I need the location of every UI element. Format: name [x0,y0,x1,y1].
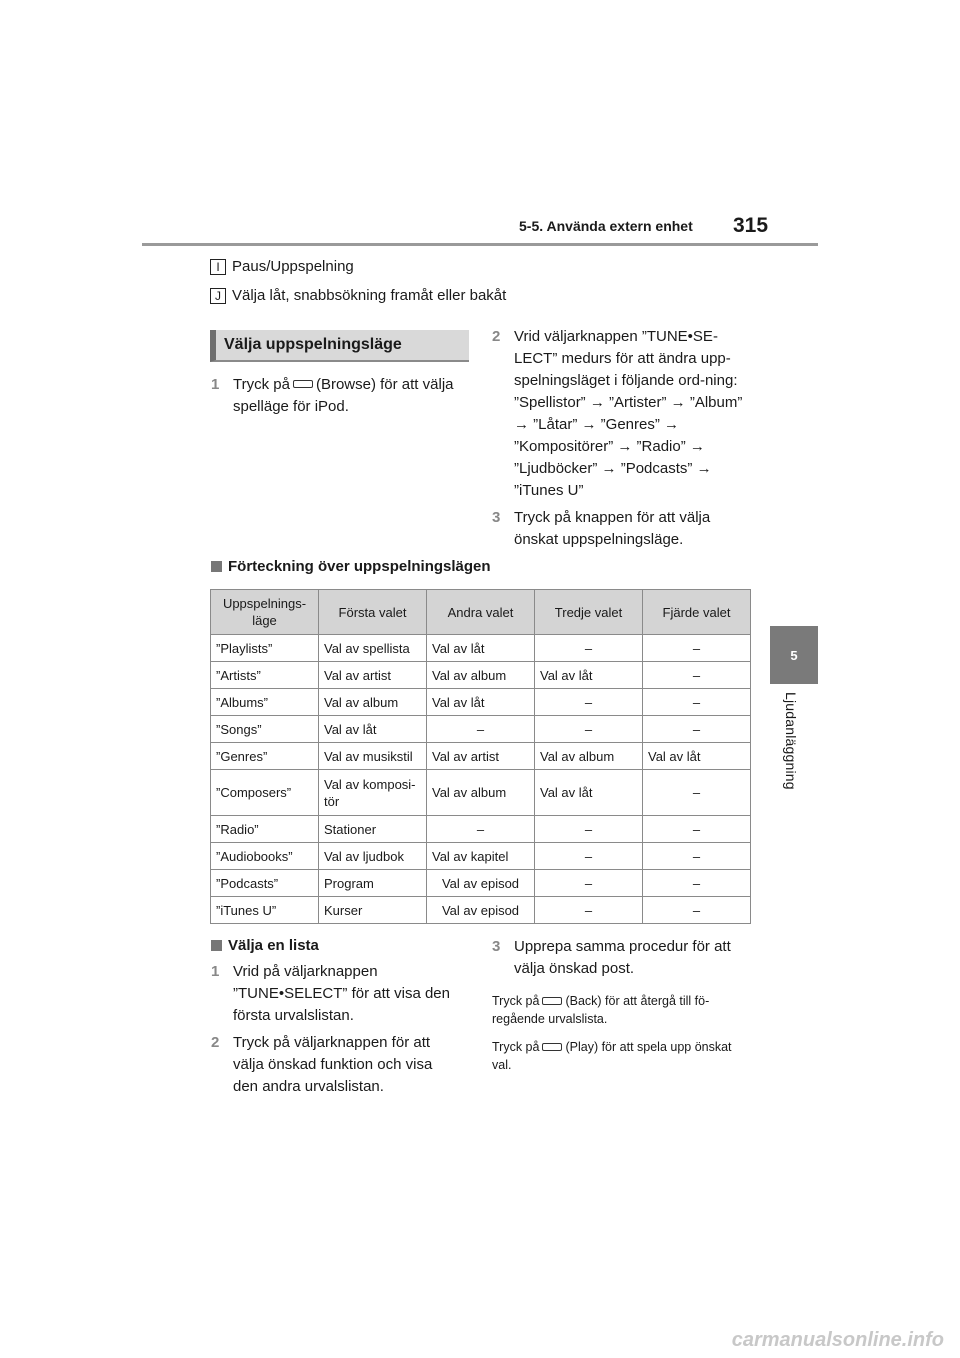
table-cell: – [535,635,643,662]
key-label-box: J [210,288,226,304]
table-cell: – [643,897,751,924]
square-bullet-icon [211,561,222,572]
table-cell: – [643,816,751,843]
table-cell: – [535,843,643,870]
table-cell: ”Radio” [211,816,319,843]
table-cell: Val av album [427,770,535,816]
table-cell: Val av låt [427,689,535,716]
table-cell: – [643,770,751,816]
table-cell: Val av artist [319,662,427,689]
table-cell: ”Audiobooks” [211,843,319,870]
table-row [211,689,751,716]
table-cell: Val av episod [427,897,535,924]
step-number: 3 [492,509,501,526]
note [492,1038,750,1074]
play-button-icon [542,1043,562,1051]
step-text: (Browse) för att välja spelläge för iPod. [233,376,454,415]
list-heading [211,937,319,954]
table-cell: ”Albums” [211,689,319,716]
table-cell: – [535,870,643,897]
list-heading-text: Välja en lista [228,937,319,954]
note-text: Tryck på [492,1040,540,1054]
step-text: Tryck på knappen för att välja önskat uppspelningsläge. [514,509,711,548]
table-cell: Val av låt [427,635,535,662]
step-text: Upprepa samma procedur för att välja önskad post. [514,938,731,977]
table-cell: – [643,635,751,662]
table-cell: – [427,816,535,843]
column-header: Uppspelnings-läge [211,590,319,635]
playback-modes-table [210,589,751,924]
table-cell: – [643,843,751,870]
table-cell: ”iTunes U” [211,897,319,924]
section-title: 5-5. Använda extern enhet [519,218,693,234]
table-cell: – [535,716,643,743]
table-cell: Val av låt [535,662,643,689]
back-button-icon [542,997,562,1005]
table-cell: Val av album [427,662,535,689]
step-number: 2 [211,1034,220,1051]
note-text: Tryck på [492,994,540,1008]
step-item [211,961,461,1027]
table-row [211,716,751,743]
key-label-box: I [210,259,226,275]
table-cell: – [643,870,751,897]
table-cell: ”Podcasts” [211,870,319,897]
table-cell: Val av album [319,689,427,716]
table-cell: – [643,689,751,716]
table-cell: Val av ljudbok [319,843,427,870]
table-row [211,843,751,870]
note-text: (Back) för att återgå till fö-regående urvalslista. [492,994,710,1026]
step-number: 3 [492,938,501,955]
step-text: Tryck på väljarknappen för att välja önskad funktion och visa den andra urvalslistan. [233,1034,433,1095]
table-cell: Kurser [319,897,427,924]
table-cell: Val av musikstil [319,743,427,770]
note [492,992,750,1028]
table-cell: – [535,897,643,924]
table-cell: – [643,662,751,689]
table-row [211,897,751,924]
header-rule [142,243,818,246]
column-header: Tredje valet [535,590,643,635]
key-item-text: Paus/Uppspelning [232,258,354,275]
note-text: (Play) för att spela upp önskat val. [492,1040,732,1072]
square-bullet-icon [211,940,222,951]
step-text: Vrid väljarknappen ”TUNE•SE-LECT” medurs för att ändra upp-spelningsläget i följande ord-ning: ”Spellistor” → ”Artister” → ”Album” → ”Låtar” → ”Genres” → ”Kompositörer” → ”Radio” → ”Ljudböcker” → ”Podcasts” → ”iTunes U” [514,328,743,499]
step-item [492,507,750,551]
key-item [210,258,354,275]
table-cell: – [535,816,643,843]
table-cell: Val av komposi-tör [319,770,427,816]
table-header-row [211,590,751,635]
step-item [492,936,750,980]
column-header: Andra valet [427,590,535,635]
table-row [211,662,751,689]
table-cell: Val av kapitel [427,843,535,870]
key-item-text: Välja låt, snabbsökning framåt eller bakåt [232,287,507,304]
key-item [210,287,506,304]
table-row [211,770,751,816]
step-number: 1 [211,376,220,393]
table-cell: Val av artist [427,743,535,770]
table-cell: ”Artists” [211,662,319,689]
table-cell: Program [319,870,427,897]
table-row [211,816,751,843]
browse-button-icon [293,380,313,388]
step-text: Vrid på väljarknappen ”TUNE•SELECT” för att visa den första urvalslistan. [233,963,450,1024]
column-header: Första valet [319,590,427,635]
table-cell: – [427,716,535,743]
table-cell: ”Songs” [211,716,319,743]
table-cell: – [535,689,643,716]
step-number: 2 [492,328,501,345]
step-item [492,326,750,502]
table-cell: Val av episod [427,870,535,897]
step-item [211,1032,461,1098]
table-cell: Val av album [535,743,643,770]
table-cell: Val av låt [535,770,643,816]
table-heading [211,558,491,575]
table-cell: Val av spellista [319,635,427,662]
chapter-label: Ljudanläggning [783,692,799,790]
table-row [211,635,751,662]
table-cell: ”Composers” [211,770,319,816]
table-cell: Val av låt [643,743,751,770]
step-item [211,374,461,418]
table-row [211,743,751,770]
watermark: carmanualsonline.info [731,1329,944,1351]
chapter-tab: 5 [770,626,818,684]
table-cell: – [643,716,751,743]
table-cell: ”Genres” [211,743,319,770]
step-text: Tryck på [233,376,290,393]
section-heading: Välja uppspelningsläge [210,330,469,362]
table-cell: Stationer [319,816,427,843]
step-number: 1 [211,963,220,980]
table-cell: Val av låt [319,716,427,743]
page-number: 315 [733,214,769,237]
column-header: Fjärde valet [643,590,751,635]
table-cell: ”Playlists” [211,635,319,662]
table-row [211,870,751,897]
table-heading-text: Förteckning över uppspelningslägen [228,558,491,575]
